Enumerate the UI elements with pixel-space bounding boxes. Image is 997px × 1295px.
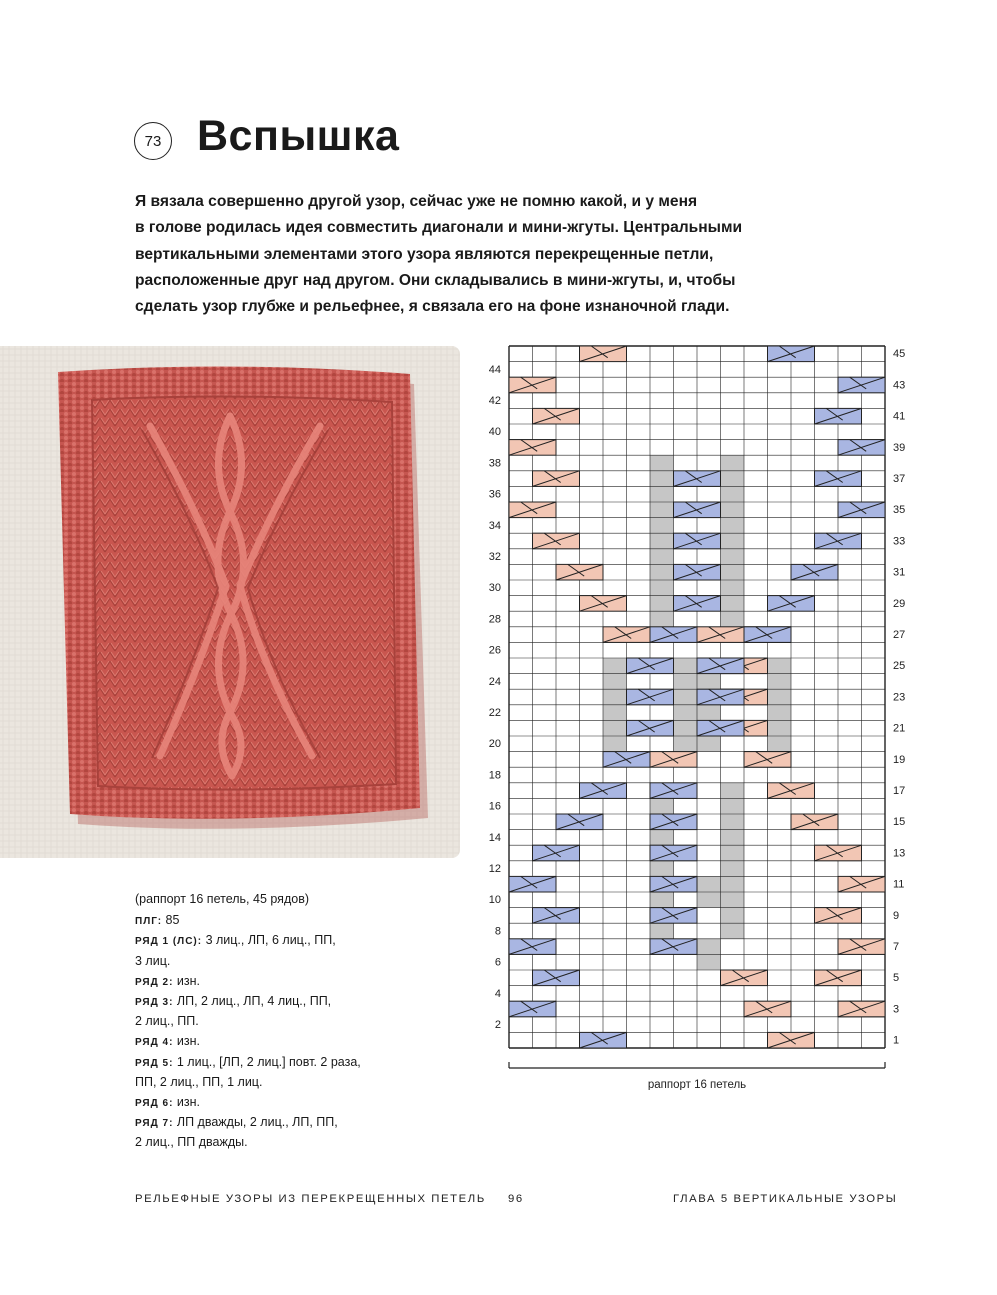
row-number-odd: 43: [893, 379, 906, 392]
row-number-even: 36: [488, 488, 501, 501]
row-number-odd: 45: [893, 348, 906, 361]
instruction-label: РЯД 5:: [135, 1057, 174, 1069]
row-number-odd: 5: [893, 972, 900, 985]
knitting-chart: [484, 340, 924, 1090]
instruction-text: ПП, 2 лиц., ПП, 1 лиц.: [135, 1074, 263, 1089]
pattern-number: 73: [144, 132, 162, 150]
instruction-label: РЯД 7:: [135, 1118, 174, 1130]
row-number-odd: 39: [893, 441, 906, 454]
instruction-label: РЯД 6:: [135, 1098, 174, 1110]
knitted-swatch-image: [0, 346, 460, 858]
row-number-even: 44: [488, 363, 501, 376]
instruction-line: [135, 1032, 435, 1052]
instruction-line: [135, 1113, 435, 1133]
instruction-text: 85: [162, 913, 180, 928]
footer-chapter-title: ГЛАВА 5 ВЕРТИКАЛЬНЫЕ УЗОРЫ: [673, 1193, 898, 1205]
row-number-odd: 13: [893, 847, 906, 860]
row-number-even: 22: [488, 707, 501, 720]
row-number-even: 8: [494, 925, 501, 938]
intro-line: сделать узор глубже и рельефнее, я связала его на фоне изнаночной глади.: [135, 298, 730, 316]
row-number-even: 4: [494, 987, 501, 1000]
intro-line: расположенные друг над другом. Они складывались в мини-жгуты, и, чтобы: [135, 271, 736, 289]
instruction-line: [135, 1012, 435, 1032]
instruction-text: изн.: [173, 973, 200, 988]
instruction-label: РЯД 1 (ЛС):: [135, 936, 203, 948]
instruction-text: 1 лиц., [ЛП, 2 лиц.] повт. 2 раза,: [173, 1054, 361, 1069]
row-number-odd: 15: [893, 816, 906, 829]
row-number-even: 34: [488, 519, 501, 532]
row-number-even: 32: [488, 551, 501, 564]
instruction-text: 2 лиц., ПП.: [135, 1014, 199, 1029]
page-title: Вспышка: [197, 112, 400, 160]
row-number-even: 18: [488, 769, 501, 782]
row-number-odd: 27: [893, 629, 906, 642]
row-number-odd: 31: [893, 566, 906, 579]
row-number-odd: 9: [893, 909, 900, 922]
row-number-even: 28: [488, 613, 501, 626]
instruction-line: [135, 931, 435, 951]
pattern-number-badge: [134, 122, 172, 160]
row-number-even: 12: [488, 863, 501, 876]
footer-section-title: РЕЛЬЕФНЫЕ УЗОРЫ ИЗ ПЕРЕКРЕЩЕННЫХ ПЕТЕЛЬ: [135, 1193, 486, 1205]
intro-line: вертикальными элементами этого узора являются перекрещенные петли,: [135, 245, 714, 263]
row-number-even: 14: [488, 831, 501, 844]
intro-line: Я вязала совершенно другой узор, сейчас уже не помню какой, и у меня: [135, 193, 698, 210]
intro-line: в голове родилась идея совместить диагонали и мини-жгуты. Центральными: [135, 219, 743, 237]
instruction-line: [135, 1093, 435, 1113]
row-number-even: 26: [488, 644, 501, 657]
instruction-label: РЯД 2:: [135, 976, 174, 988]
row-number-odd: 19: [893, 753, 906, 766]
instruction-label: ПЛГ:: [135, 916, 163, 928]
repeat-label: раппорт 16 петель: [647, 1079, 747, 1090]
instruction-label: РЯД 3:: [135, 997, 174, 1009]
instruction-line: [135, 1053, 435, 1073]
row-number-odd: 29: [893, 597, 906, 610]
repeat-info: (раппорт 16 петель, 45 рядов): [135, 892, 309, 906]
row-number-even: 10: [488, 894, 501, 907]
instruction-line: [135, 992, 435, 1012]
row-number-even: 38: [488, 457, 501, 470]
instruction-line: [135, 1133, 435, 1153]
instruction-text: 3 лиц., ЛП, 6 лиц., ПП,: [202, 933, 336, 948]
intro-paragraph: [135, 189, 895, 320]
instructions: [135, 890, 435, 1154]
row-number-odd: 17: [893, 785, 906, 798]
row-number-odd: 41: [893, 410, 906, 423]
row-number-even: 6: [494, 956, 501, 969]
instruction-line: [135, 911, 435, 931]
instruction-text: изн.: [173, 1095, 200, 1110]
row-number-odd: 11: [893, 878, 905, 891]
instruction-line: [135, 952, 435, 972]
row-number-odd: 3: [893, 1003, 900, 1016]
chart-svg: [484, 340, 924, 1090]
page-number: 96: [508, 1193, 524, 1205]
instruction-line: [135, 1073, 435, 1093]
row-number-even: 42: [488, 395, 501, 408]
row-number-odd: 7: [893, 941, 900, 954]
instruction-label: РЯД 4:: [135, 1037, 174, 1049]
row-number-odd: 1: [893, 1034, 900, 1047]
row-number-even: 2: [494, 1019, 501, 1032]
instruction-line: [135, 972, 435, 992]
row-number-odd: 23: [893, 691, 906, 704]
instruction-text: 3 лиц.: [135, 953, 171, 968]
row-number-odd: 35: [893, 504, 906, 517]
row-number-odd: 33: [893, 535, 906, 548]
row-number-odd: 25: [893, 660, 906, 673]
row-number-even: 16: [488, 800, 501, 813]
instruction-text: изн.: [173, 1034, 200, 1049]
row-number-odd: 21: [893, 722, 906, 735]
instruction-text: ЛП дважды, 2 лиц., ЛП, ПП,: [173, 1115, 338, 1130]
instruction-text: ЛП, 2 лиц., ЛП, 4 лиц., ПП,: [173, 994, 332, 1009]
row-number-even: 24: [488, 675, 501, 688]
instruction-text: 2 лиц., ПП дважды.: [135, 1135, 248, 1150]
row-number-even: 20: [488, 738, 501, 751]
row-number-even: 40: [488, 426, 501, 439]
row-number-odd: 37: [893, 473, 906, 486]
row-number-even: 30: [488, 582, 501, 595]
